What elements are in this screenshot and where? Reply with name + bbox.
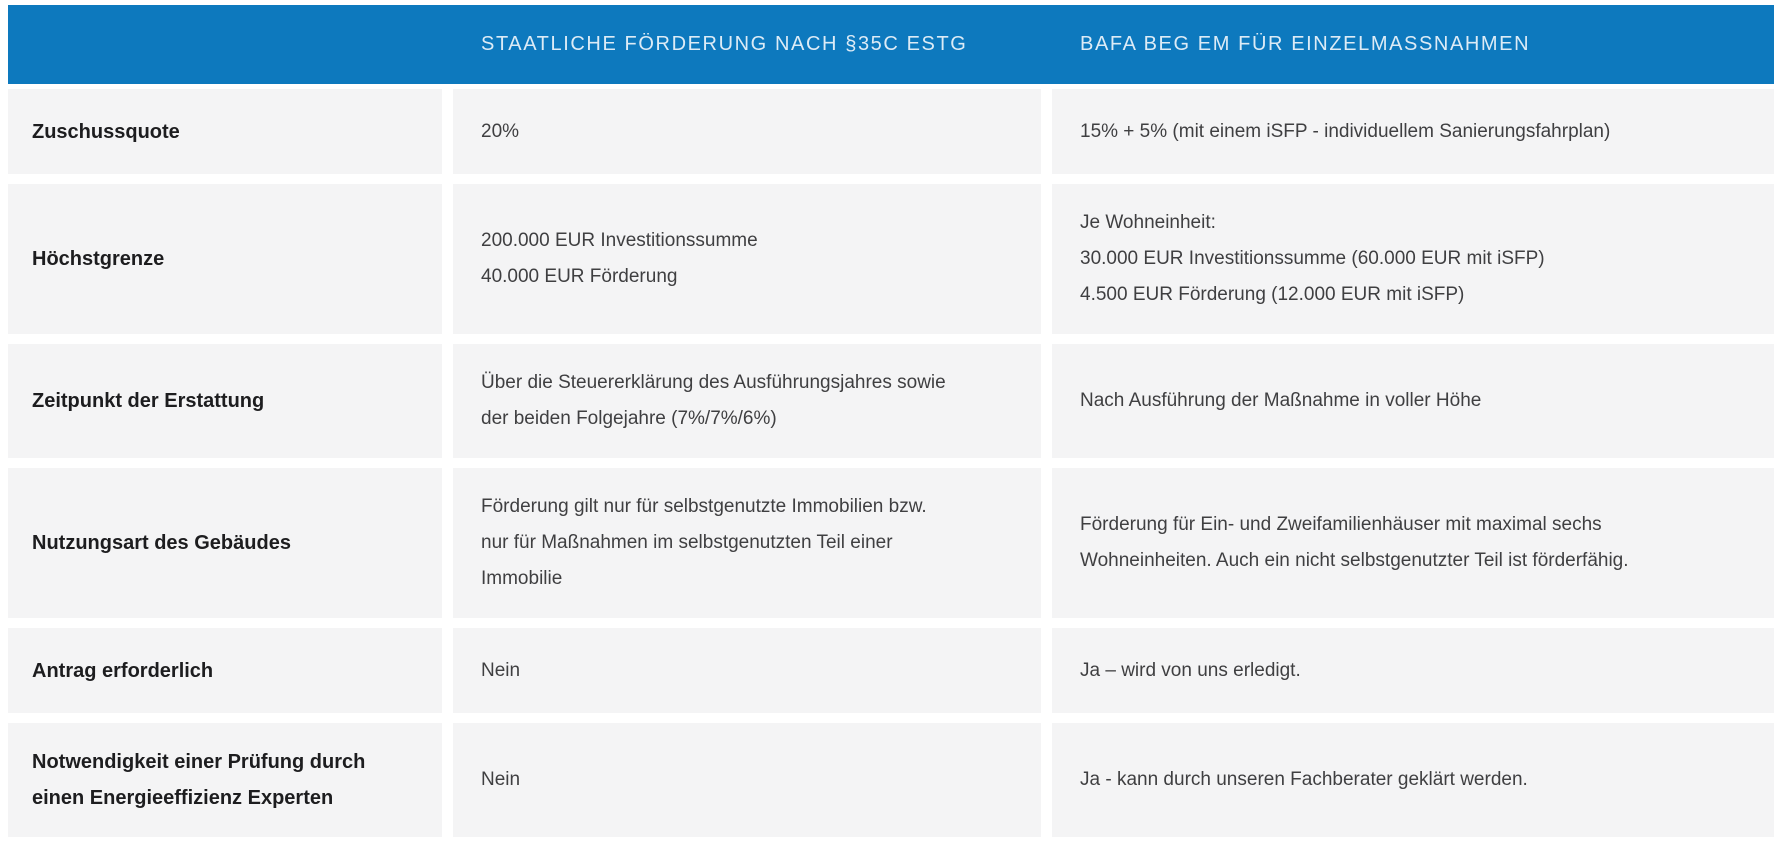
staatliche-foerderung-value-cell: [453, 723, 1041, 837]
table-body: [8, 89, 1774, 837]
cell-line: der beiden Folgejahre (7%/7%/6%): [481, 408, 777, 429]
row-label-text: Höchstgrenze: [32, 248, 165, 270]
cell-line: Ja – wird von uns erledigt.: [1080, 659, 1301, 681]
cell-line: Über die Steuererklärung des Ausführungsjahres sowie: [481, 372, 946, 393]
cell-line: 4.500 EUR Förderung (12.000 EUR mit iSFP): [1080, 284, 1465, 305]
bafa-beg-value-cell: [1052, 184, 1774, 334]
table-row: [8, 344, 1774, 458]
cell-line: Ja - kann durch unseren Fachberater geklärt werden.: [1080, 769, 1528, 790]
cell-line: Nein: [481, 769, 521, 790]
table-row: [8, 468, 1774, 618]
staatliche-foerderung-value-cell: [453, 184, 1041, 334]
header-col-bafa-beg: BAFA BEG EM FÜR EINZELMASSNAHMEN: [1080, 33, 1531, 55]
table-row: [8, 723, 1774, 837]
cell-line: Immobilie: [481, 568, 563, 589]
row-label-cell: [8, 184, 442, 334]
cell-line: Nein: [481, 659, 521, 681]
row-label-text: Zeitpunkt der Erstattung: [32, 390, 265, 412]
bafa-beg-value-cell: [1052, 344, 1774, 458]
row-label-cell: [8, 89, 442, 174]
cell-line: Wohneinheiten. Auch ein nicht selbstgenutzter Teil ist förderfähig.: [1080, 550, 1629, 571]
row-label-cell: [8, 344, 442, 458]
cell-line: nur für Maßnahmen im selbstgenutzten Teil einer: [481, 532, 893, 553]
row-label-text: Antrag erforderlich: [32, 659, 214, 682]
bafa-beg-value-cell: [1052, 628, 1774, 713]
row-label-text: Zuschussquote: [32, 120, 180, 143]
cell-line: 30.000 EUR Investitionssumme (60.000 EUR mit iSFP): [1080, 248, 1545, 269]
staatliche-foerderung-value-cell: [453, 468, 1041, 618]
cell-line: 15% + 5% (mit einem iSFP - individuellem Sanierungsfahrplan): [1080, 120, 1611, 142]
row-label-cell: [8, 628, 442, 713]
header-col-staatliche-foerderung: STAATLICHE FÖRDERUNG NACH §35C ESTG: [481, 33, 968, 55]
table-row: [8, 89, 1774, 174]
row-label-text: Notwendigkeit einer Prüfung durch einen Energieeffizienz Experten: [32, 751, 366, 809]
row-label-cell: [8, 723, 442, 837]
staatliche-foerderung-value-cell: [453, 628, 1041, 713]
cell-line: Förderung gilt nur für selbstgenutzte Immobilien bzw.: [481, 496, 927, 517]
cell-line: 20%: [481, 120, 520, 142]
bafa-beg-value-cell: [1052, 468, 1774, 618]
table-row: [8, 184, 1774, 334]
bafa-beg-value-cell: [1052, 723, 1774, 837]
cell-line: Förderung für Ein- und Zweifamilienhäuser mit maximal sechs: [1080, 514, 1602, 535]
cell-line: Je Wohneinheit:: [1080, 212, 1216, 233]
staatliche-foerderung-value-cell: [453, 344, 1041, 458]
row-label-text: Nutzungsart des Gebäudes: [32, 532, 291, 554]
bafa-beg-value-cell: [1052, 89, 1774, 174]
cell-line: 40.000 EUR Förderung: [481, 266, 678, 287]
staatliche-foerderung-value-cell: [453, 89, 1041, 174]
row-label-cell: [8, 468, 442, 618]
cell-line: 200.000 EUR Investitionssumme: [481, 230, 758, 251]
cell-line: Nach Ausführung der Maßnahme in voller Höhe: [1080, 390, 1482, 411]
table-row: [8, 628, 1774, 713]
table-header-bar: [8, 5, 1774, 84]
